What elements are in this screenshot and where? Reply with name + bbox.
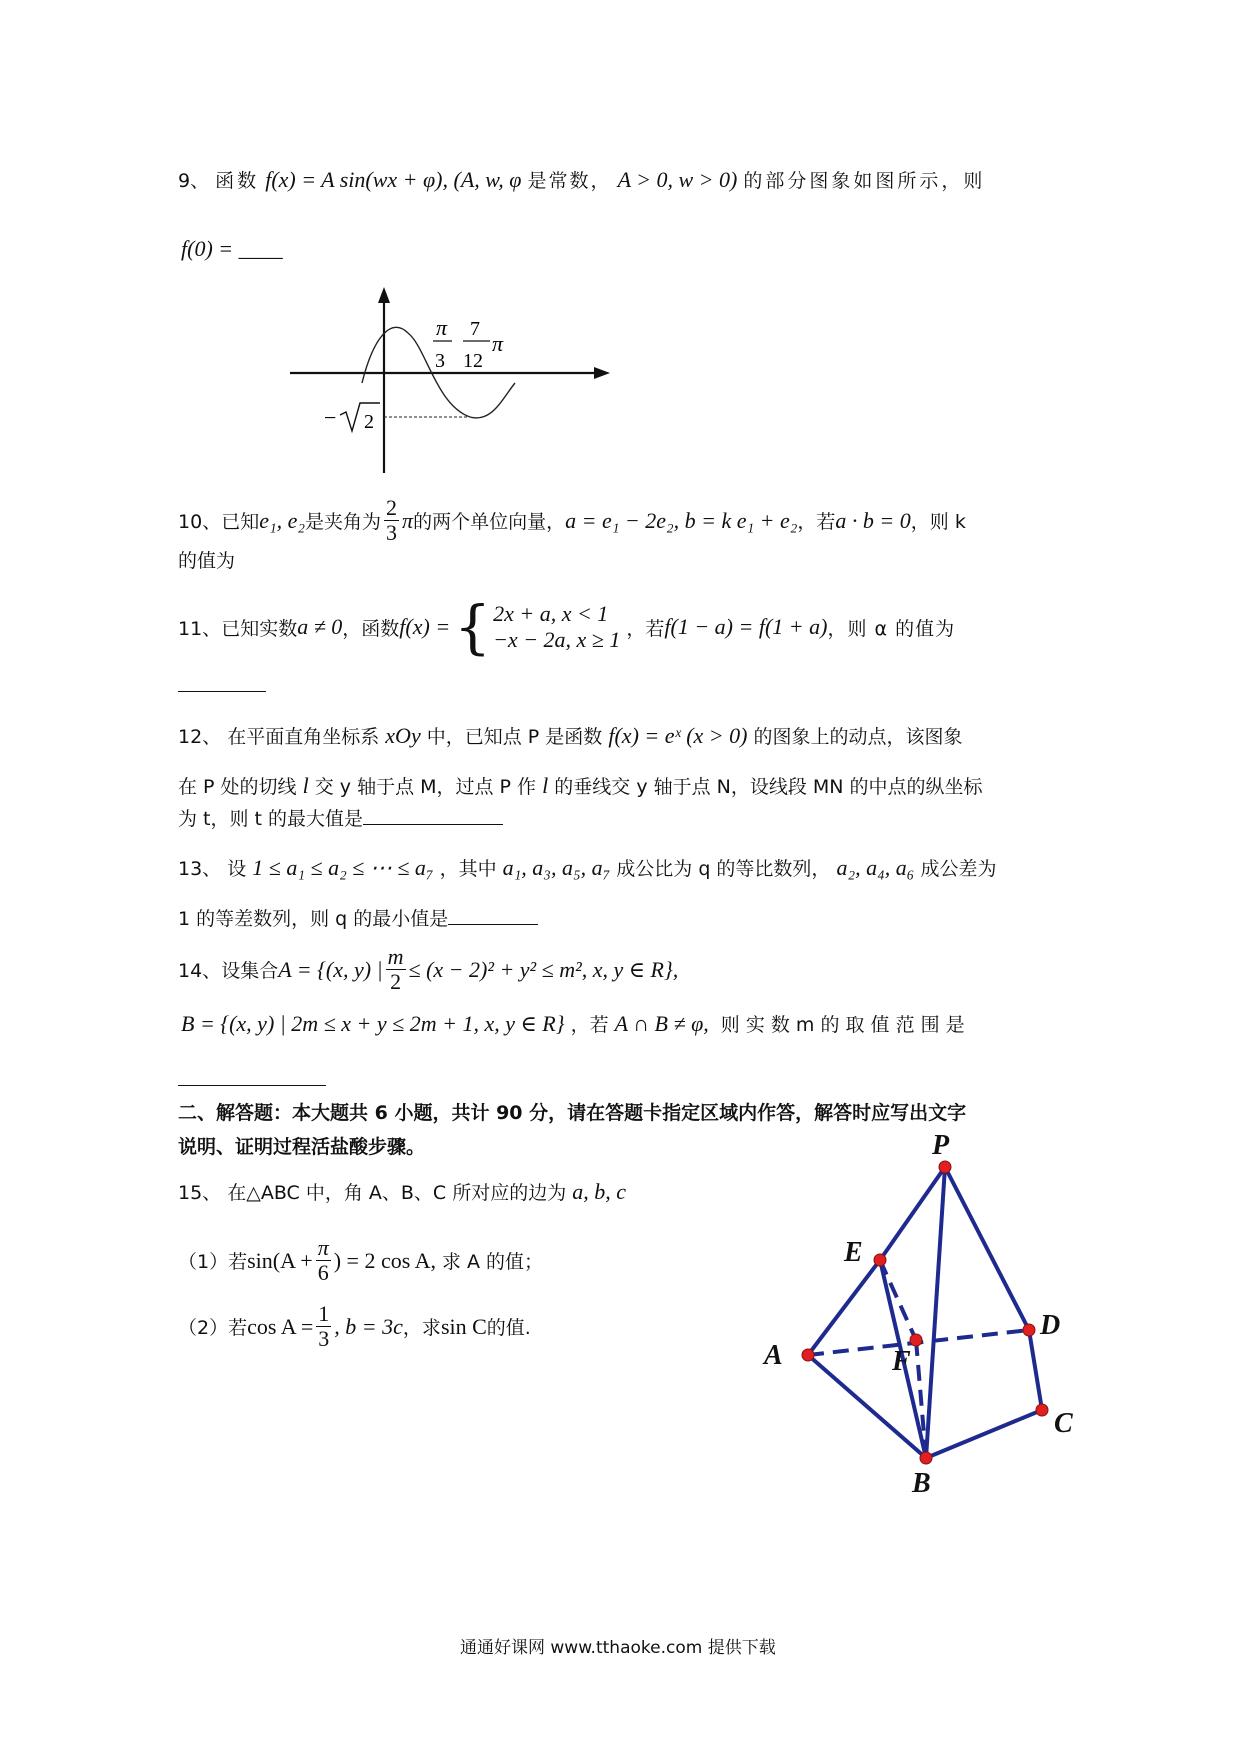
- edge-ef-hidden: [880, 1260, 916, 1340]
- pi-symbol: π: [402, 507, 414, 533]
- q12-number: 12、: [178, 726, 222, 748]
- q14-condition: A ∩ B ≠ φ,: [614, 1011, 709, 1036]
- q11-cases: [493, 601, 620, 653]
- q9-text: 函数: [215, 170, 260, 192]
- q13-chain: 1 ≤ a₁ ≤ a₂ ≤ ⋯ ≤ a₇: [252, 855, 434, 880]
- label-d: D: [1040, 1310, 1061, 1341]
- pyramid-figure: [740, 1120, 1120, 1500]
- q14-text: 设集合: [221, 960, 279, 983]
- q15-part2-right: , b = 3c: [334, 1313, 403, 1339]
- q15-part1-fraction: [316, 1236, 331, 1285]
- q12-text: 交 y 轴于点 M，过点 P 作: [314, 776, 537, 798]
- q15-part2-fraction: [316, 1302, 331, 1351]
- q11-case-2: −x − 2a, x ≥ 1: [493, 627, 621, 652]
- label-3: 3: [435, 350, 445, 372]
- page-footer: 通通好课网 www.tthaoke.com 提供下载: [460, 1638, 776, 1658]
- q11-function-label: f(x) =: [399, 614, 451, 639]
- q11-case-1: 2x + a, x < 1: [493, 601, 609, 626]
- label-2: 2: [364, 411, 374, 433]
- q15-text: 在△ABC 中，角 A、B、C 所对应的边为: [227, 1182, 567, 1204]
- q12-text: 在 P 处的切线: [178, 776, 297, 798]
- q15-line1: [178, 1178, 626, 1205]
- q11-brace: {: [454, 593, 492, 661]
- q10-fraction: [384, 496, 399, 545]
- q11-number: 11、: [178, 617, 222, 640]
- vertex-b: [920, 1452, 932, 1464]
- label-minus: −: [324, 405, 337, 430]
- q14-text: ，若: [570, 1014, 609, 1036]
- label-12: 12: [463, 350, 483, 372]
- q9-condition: A > 0, w > 0): [617, 167, 738, 192]
- vertex-a: [802, 1349, 814, 1361]
- fraction-denominator: 2: [390, 969, 402, 995]
- q14-line2: [181, 1010, 965, 1037]
- q14-number: 14、: [178, 960, 222, 983]
- pyramid-labels: [762, 1130, 1073, 1499]
- q15-part1: [178, 1236, 543, 1285]
- label-p: P: [932, 1130, 950, 1161]
- label-pi: π: [436, 315, 448, 340]
- q9-answer-line: f(0) = ____: [181, 236, 283, 261]
- q12-line3: [178, 804, 503, 831]
- q9-text: 的部分图象如图所示，则: [743, 170, 986, 192]
- q11-text: ，函数: [342, 617, 400, 640]
- q15-part2-tail: 的值.: [486, 1317, 531, 1340]
- q10-formula: a = e₁ − 2e₂, b = k e₁ + e₂: [565, 507, 798, 533]
- sqrt-symbol: [340, 403, 380, 431]
- q12-line2: [178, 772, 983, 799]
- label-e: E: [844, 1237, 863, 1268]
- q10-text: 的两个单位向量，: [413, 511, 566, 534]
- q11-text: ，则 α 的值为: [827, 617, 956, 640]
- q14-set-b: B = {(x, y) | 2m ≤ x + y ≤ 2m + 1, x, y ∈ R}: [181, 1011, 565, 1036]
- q13-even-terms: a₂, a₄, a₆: [836, 855, 915, 880]
- q15-part1-label: （1）若: [178, 1251, 248, 1274]
- q12-text: 在平面直角坐标系: [227, 726, 380, 748]
- q9-number: 9、: [178, 170, 210, 192]
- q15-part2-sin: sin C: [440, 1313, 487, 1339]
- q12-xoy: xOy: [385, 723, 421, 748]
- q15-part1-right: ) = 2 cos A,: [333, 1247, 436, 1273]
- section2-heading-cont: 说明、证明过程活盐酸步骤。: [178, 1136, 426, 1158]
- fraction-numerator: 1: [318, 1301, 330, 1326]
- q10-text: 已知: [221, 511, 260, 534]
- q13-text: 成公比为 q 的等比数列，: [616, 858, 831, 880]
- q12-answer-blank: [363, 806, 503, 825]
- q15-part2-label: （2）若: [178, 1317, 248, 1340]
- q12-text: 的垂线交 y 轴于点 N，设线段 MN 的中点的纵坐标: [554, 776, 983, 798]
- q10-condition: a · b = 0: [835, 507, 911, 533]
- q12-line1: [178, 722, 963, 749]
- fraction-numerator: m: [387, 944, 404, 969]
- q13-text: 1 的等差数列，则 q 的最小值是: [178, 908, 449, 930]
- q14-text: 则 实 数 m 的 取 值 范 围 是: [720, 1014, 965, 1036]
- label-pi: π: [492, 331, 504, 356]
- q12-line-l: l: [542, 773, 549, 798]
- q9-sine-graph: [280, 285, 620, 480]
- q13-number: 13、: [178, 858, 222, 880]
- q9-line1: [178, 166, 985, 193]
- q14-line1: [178, 945, 678, 994]
- q11-condition: a ≠ 0: [297, 614, 343, 639]
- q13-text: 成公差为: [920, 858, 997, 880]
- q11-text: 已知实数: [221, 617, 298, 640]
- section2-heading: 二、解答题：本大题共 6 小题，共计 90 分，请在答题卡指定区域内作答，解答时应写出文字: [178, 1102, 967, 1124]
- edge-ea: [808, 1260, 880, 1355]
- edge-bc: [926, 1410, 1042, 1458]
- q13-line2: [178, 904, 538, 931]
- q15-number: 15、: [178, 1182, 222, 1204]
- q13-answer-blank: [448, 906, 538, 925]
- q11-text: ，若: [626, 617, 665, 640]
- q9-text: 是常数，: [527, 170, 612, 192]
- q14-set-a-left: A = {(x, y) |: [278, 956, 383, 982]
- vertex-f: [910, 1334, 922, 1346]
- fraction-denominator: 3: [318, 1326, 330, 1352]
- fraction-denominator: 6: [317, 1260, 329, 1286]
- q10-text: 是夹角为: [305, 511, 382, 534]
- q10-vectors: e₁, e₂: [259, 507, 306, 533]
- q12-function: f(x) = eˣ (x > 0): [608, 723, 748, 748]
- q11-equation: f(1 − a) = f(1 + a): [664, 614, 828, 639]
- q14-set-a-right: ≤ (x − 2)² + y² ≤ m², x, y ∈ R},: [408, 956, 679, 982]
- x-axis-arrow: [594, 367, 610, 379]
- q10-line2: 的值为: [178, 550, 236, 572]
- q13-text: ，其中: [439, 858, 497, 880]
- edge-cd: [1029, 1330, 1042, 1410]
- q15-part1-tail: 求 A 的值；: [441, 1251, 544, 1274]
- fraction-denominator: 3: [386, 520, 398, 546]
- q11-answer-blank: [178, 691, 266, 692]
- edge-pb: [926, 1167, 945, 1458]
- q10-number: 10、: [178, 511, 222, 534]
- q13-text: 设: [227, 858, 247, 880]
- vertex-p: [939, 1161, 951, 1173]
- q13-line1: [178, 854, 997, 881]
- edge-pe: [880, 1167, 945, 1260]
- label-f: F: [892, 1346, 911, 1377]
- q15-part2: [178, 1302, 531, 1351]
- edge-pd: [945, 1167, 1029, 1330]
- q10-text: ，则 k: [910, 511, 966, 534]
- q15-part1-left: sin(A +: [247, 1247, 313, 1273]
- q12-text: 为 t，则 t 的最大值是: [178, 808, 364, 830]
- fraction-numerator: 2: [386, 495, 398, 520]
- vertex-e: [874, 1254, 886, 1266]
- q12-line-l: l: [302, 773, 309, 798]
- q15-sides: a, b, c: [572, 1179, 627, 1204]
- fraction-numerator: π: [317, 1235, 329, 1260]
- q14-answer-blank: [178, 1085, 326, 1086]
- q15-part2-left: cos A =: [247, 1313, 314, 1339]
- label-c: C: [1054, 1408, 1073, 1439]
- q13-odd-terms: a₁, a₃, a₅, a₇: [502, 855, 611, 880]
- y-axis-arrow: [378, 287, 390, 303]
- q11-line1: [178, 593, 956, 661]
- q10-line1: [178, 496, 966, 545]
- q14-fraction: [386, 945, 406, 994]
- q12-text: 中，已知点 P 是函数: [426, 726, 603, 748]
- vertex-d: [1023, 1324, 1035, 1336]
- label-7: 7: [470, 318, 480, 340]
- q12-text: 的图象上的动点，该图象: [753, 726, 963, 748]
- q9-formula: f(x) = A sin(wx + φ), (A, w, φ: [265, 167, 522, 192]
- label-b: B: [912, 1468, 931, 1499]
- vertex-c: [1036, 1404, 1048, 1416]
- q10-text: ，若: [797, 511, 836, 534]
- pyramid-edges: [808, 1167, 1042, 1458]
- q15-part2-text: ，求: [402, 1317, 441, 1340]
- label-a: A: [764, 1340, 783, 1371]
